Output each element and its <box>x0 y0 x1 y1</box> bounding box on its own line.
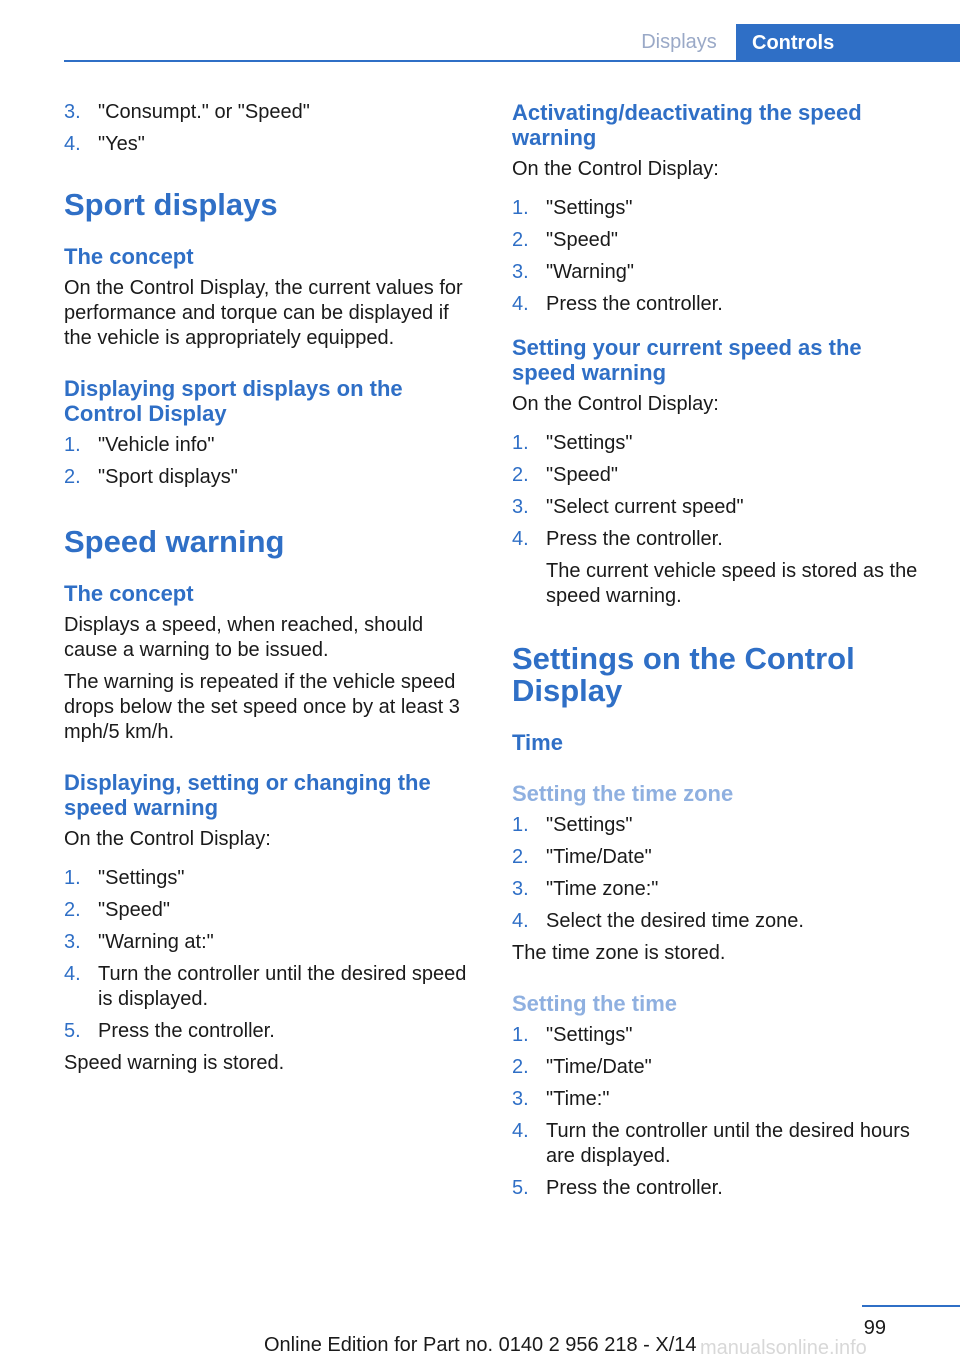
list-text: "Speed" <box>98 899 171 921</box>
heading-setting-speed-warning: Displaying, setting or changing the speed warning <box>64 770 431 820</box>
watermark: manualsonline.info <box>700 1337 867 1359</box>
list-number: 3. <box>512 878 529 900</box>
list-number: 2. <box>512 846 529 868</box>
edition-note: Online Edition for Part no. 0140 2 956 218 - X/14 <box>264 1334 697 1356</box>
list-item <box>64 132 482 157</box>
section-title-settings-control-display: Settings on the Control Display <box>512 641 855 708</box>
list-text: Press the controller. <box>546 528 723 550</box>
heading-displaying-sport: Displaying sport displays on the Control Display <box>64 376 403 426</box>
list-number: 1. <box>512 197 529 219</box>
paragraph-control-display-intro: On the Control Display: <box>64 828 271 850</box>
paragraph-speed-stored: Speed warning is stored. <box>64 1052 285 1074</box>
list-text: "Settings" <box>546 814 633 836</box>
activate-steps-list <box>512 196 930 317</box>
page-header <box>0 24 960 62</box>
list-text: Select the desired time zone. <box>546 910 804 932</box>
list-number: 3. <box>512 1088 529 1110</box>
paragraph-control-display-intro: On the Control Display: <box>512 158 719 180</box>
list-item <box>512 845 930 870</box>
section-tab-displays[interactable]: Displays <box>641 31 717 53</box>
list-text: "Speed" <box>546 464 619 486</box>
list-item <box>64 100 482 125</box>
list-number: 4. <box>64 133 81 155</box>
list-number: 4. <box>512 910 529 932</box>
right-column <box>512 100 930 1208</box>
list-text: Press the controller. <box>546 293 723 315</box>
list-text: Press the controller. <box>98 1020 275 1042</box>
heading-current-speed-warning: Setting your current speed as the speed warning <box>512 335 862 385</box>
list-item <box>512 877 930 902</box>
list-text: "Time/Date" <box>546 1056 652 1078</box>
list-text: "Settings" <box>98 867 185 889</box>
paragraph-speed-concept-1: Displays a speed, when reached, should cause a warning to be issued. <box>64 614 424 661</box>
list-number: 5. <box>512 1177 529 1199</box>
list-number: 1. <box>512 1024 529 1046</box>
list-item <box>64 930 482 955</box>
list-number: 4. <box>512 528 529 550</box>
speed-steps-list <box>64 866 482 1044</box>
paragraph-control-display-intro: On the Control Display: <box>512 393 719 415</box>
list-number: 3. <box>512 496 529 518</box>
heading-activating-speed-warning: Activating/deactivating the speed warning <box>512 100 862 150</box>
list-number: 1. <box>512 432 529 454</box>
list-text: "Settings" <box>546 197 633 219</box>
list-text: "Time zone:" <box>546 878 659 900</box>
list-number: 2. <box>64 466 81 488</box>
list-text: "Time:" <box>546 1088 610 1110</box>
section-title-speed-warning: Speed warning <box>64 524 285 559</box>
list-number: 3. <box>64 101 81 123</box>
list-text: "Yes" <box>98 133 145 155</box>
heading-speed-concept: The concept <box>64 581 194 606</box>
list-text: "Consumpt." or "Speed" <box>98 101 310 123</box>
list-item <box>512 495 930 520</box>
list-number: 5. <box>64 1020 81 1042</box>
paragraph-sport-concept: On the Control Display, the current values for performance and torque can be displayed if the vehicle is appropriately equipped. <box>64 277 463 349</box>
paragraph-time-zone-stored: The time zone is stored. <box>512 942 726 964</box>
list-number: 4. <box>512 293 529 315</box>
time-steps-list <box>512 1023 930 1201</box>
list-item <box>64 866 482 891</box>
time-zone-steps-list <box>512 813 930 934</box>
list-number: 4. <box>512 1120 529 1142</box>
list-number: 2. <box>64 899 81 921</box>
list-item <box>64 1019 482 1044</box>
list-item <box>512 1176 930 1201</box>
section-title-sport-displays: Sport displays <box>64 187 278 222</box>
header-rule <box>64 60 960 62</box>
list-number: 2. <box>512 229 529 251</box>
current-speed-steps-list <box>512 431 930 609</box>
list-text: Press the controller. <box>546 1177 723 1199</box>
list-number: 3. <box>64 931 81 953</box>
page-number: 99 <box>863 1317 886 1339</box>
heading-time: Time <box>512 730 563 755</box>
list-item <box>512 431 930 456</box>
list-number: 4. <box>64 963 81 985</box>
list-number: 1. <box>64 867 81 889</box>
list-number: 2. <box>512 1056 529 1078</box>
list-item <box>512 527 930 609</box>
heading-setting-time-zone: Setting the time zone <box>512 781 734 806</box>
list-text: "Vehicle info" <box>98 434 215 456</box>
list-item <box>64 433 482 458</box>
list-item <box>512 260 930 285</box>
heading-setting-time: Setting the time <box>512 991 678 1016</box>
list-number: 1. <box>64 434 81 456</box>
paragraph-speed-concept-2: The warning is repeated if the vehicle speed drops below the set speed once by at least 3 mph/5 km/h. <box>64 671 460 743</box>
list-number: 3. <box>512 261 529 283</box>
left-column <box>64 100 482 1076</box>
list-text: "Sport displays" <box>98 466 238 488</box>
list-item <box>512 1055 930 1080</box>
list-text: Turn the controller until the desired speed is displayed. <box>98 963 467 1010</box>
list-note: The current vehicle speed is stored as the speed warning. <box>546 560 918 607</box>
list-item <box>512 1119 930 1169</box>
list-item <box>64 465 482 490</box>
list-item <box>512 1087 930 1112</box>
list-item <box>512 196 930 221</box>
section-tab-controls[interactable]: Controls <box>736 24 960 62</box>
list-text: "Speed" <box>546 229 619 251</box>
list-item <box>512 909 930 934</box>
list-item <box>512 292 930 317</box>
list-item <box>512 463 930 488</box>
list-number: 2. <box>512 464 529 486</box>
list-item <box>64 898 482 923</box>
continued-list <box>64 100 482 157</box>
list-text: "Warning at:" <box>98 931 214 953</box>
heading-sport-concept: The concept <box>64 244 194 269</box>
list-text: "Settings" <box>546 1024 633 1046</box>
list-item <box>64 962 482 1012</box>
list-text: Turn the controller until the desired hours are displayed. <box>546 1120 910 1167</box>
list-item <box>512 228 930 253</box>
list-item <box>512 813 930 838</box>
list-text: "Time/Date" <box>546 846 652 868</box>
list-text: "Select current speed" <box>546 496 744 518</box>
footer-rule <box>862 1305 960 1307</box>
list-number: 1. <box>512 814 529 836</box>
list-text: "Settings" <box>546 432 633 454</box>
list-item <box>512 1023 930 1048</box>
sport-steps-list <box>64 433 482 490</box>
list-text: "Warning" <box>546 261 634 283</box>
